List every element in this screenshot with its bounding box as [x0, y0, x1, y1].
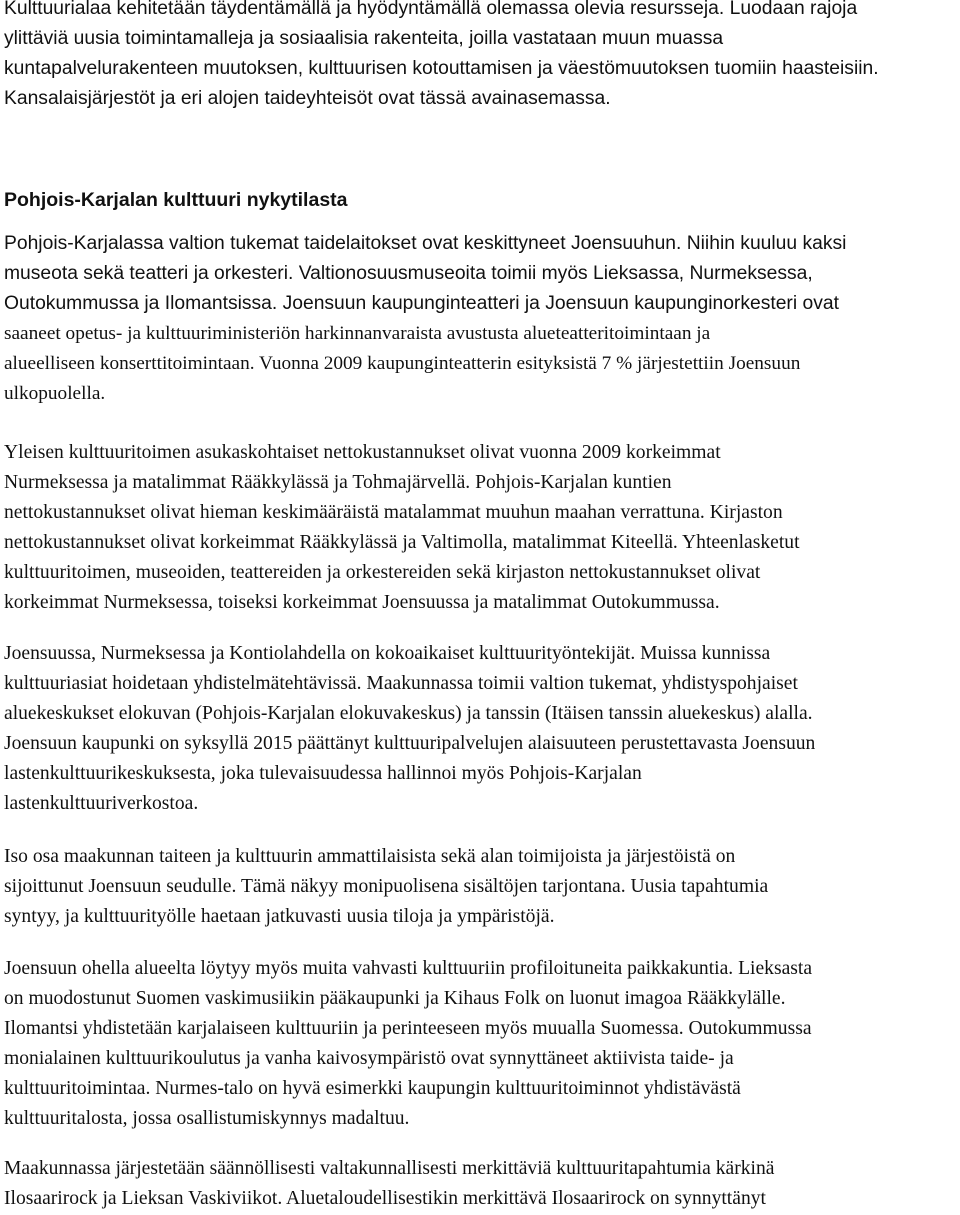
paragraph-line: Joensuun kaupunki on syksyllä 2015 päättänyt kulttuuripalvelujen alaisuuteen perustettavasta Joensuun	[4, 733, 816, 754]
paragraph-line: Yleisen kulttuuritoimen asukaskohtaiset nettokustannukset olivat vuonna 2009 korkeimmat	[4, 442, 721, 463]
paragraph-line: lastenkulttuuriverkostoa.	[4, 793, 199, 814]
paragraph-line: ulkopuolella.	[4, 383, 106, 404]
paragraph-line: kulttuuritoimen, museoiden, teattereiden ja orkestereiden sekä kirjaston nettokustannukset olivat	[4, 562, 761, 583]
paragraph-institutions	[4, 229, 956, 409]
paragraph-line: on muodostunut Suomen vaskimusiikin pääkaupunki ja Kihaus Folk on luonut imagoa Rääkkylälle.	[4, 988, 786, 1009]
paragraph-line: kulttuuritalosta, jossa osallistumiskynnys madaltuu.	[4, 1108, 410, 1129]
paragraph-professionals	[4, 842, 956, 932]
paragraph-line: nettokustannukset olivat hieman keskimääräistä matalammat muuhun maahan verrattuna. Kirjaston	[4, 502, 783, 523]
paragraph-costs	[4, 438, 956, 618]
paragraph-line: korkeimmat Nurmeksessa, toiseksi korkeimmat Joensuussa ja matalimmat Outokummussa.	[4, 592, 720, 613]
paragraph-line: kulttuuritoimintaa. Nurmes-talo on hyvä esimerkki kaupungin kulttuuritoiminnot yhdistävästä	[4, 1078, 741, 1099]
section-heading: Pohjois-Karjalan kulttuuri nykytilasta	[4, 189, 348, 211]
paragraph-line: Ilosaarirock ja Lieksan Vaskiviikot. Aluetaloudellisestikin merkittävä Ilosaarirock on synnyttänyt	[4, 1188, 766, 1209]
paragraph-line: lastenkulttuurikeskuksesta, joka tulevaisuudessa hallinnoi myös Pohjois-Karjalan	[4, 763, 642, 784]
paragraph-line: Maakunnassa järjestetään säännöllisesti valtakunnallisesti merkittäviä kulttuuritapahtumia kärkinä	[4, 1158, 775, 1179]
paragraph-line: Pohjois-Karjalassa valtion tukemat taidelaitokset ovat keskittyneet Joensuuhun. Niihin kuuluu kaksi	[4, 233, 847, 254]
paragraph-line: syntyy, ja kulttuurityölle haetaan jatkuvasti uusia tiloja ja ympäristöjä.	[4, 906, 555, 927]
paragraph-line: aluekeskukset elokuvan (Pohjois-Karjalan elokuvakeskus) ja tanssin (Itäisen tanssin aluekeskus) alalla.	[4, 703, 813, 724]
paragraph-line: museota sekä teatteri ja orkesteri. Valtionosuusmuseoita toimii myös Lieksassa, Nurmeksessa,	[4, 263, 813, 284]
paragraph-line: Joensuussa, Nurmeksessa ja Kontiolahdella on kokoaikaiset kulttuurityöntekijät. Muissa kunnissa	[4, 643, 771, 664]
paragraph-line: Ilomantsi yhdistetään karjalaiseen kulttuuriin ja perinteeseen myös muualla Suomessa. Outokummussa	[4, 1018, 812, 1039]
paragraph-events	[4, 1154, 956, 1214]
paragraph-line: monialainen kulttuurikoulutus ja vanha kaivosympäristö ovat synnyttäneet aktiivista taide- ja	[4, 1048, 734, 1069]
intro-line: Kulttuurialaa kehitetään täydentämällä ja hyödyntämällä olemassa olevia resursseja. Luodaan rajoja	[4, 0, 858, 19]
paragraph-line: Outokummussa ja Ilomantsissa. Joensuun kaupunginteatteri ja Joensuun kaupunginorkesteri ovat	[4, 293, 839, 314]
paragraph-workers	[4, 639, 956, 819]
intro-line: ylittäviä uusia toimintamalleja ja sosiaalisia rakenteita, joilla vastataan muun muassa	[4, 28, 724, 49]
paragraph-line: sijoittunut Joensuun seudulle. Tämä näkyy monipuolisena sisältöjen tarjontana. Uusia tapahtumia	[4, 876, 769, 897]
paragraph-line: nettokustannukset olivat korkeimmat Rääkkylässä ja Valtimolla, matalimmat Kiteellä. Yhteenlasketut	[4, 532, 800, 553]
intro-line: Kansalaisjärjestöt ja eri alojen taideyhteisöt ovat tässä avainasemassa.	[4, 88, 611, 109]
paragraph-line: kulttuuriasiat hoidetaan yhdistelmätehtävissä. Maakunnassa toimii valtion tukemat, yhdistyspohjaiset	[4, 673, 798, 694]
paragraph-line: saaneet opetus- ja kulttuuriministeriön harkinnanvaraista avustusta alueteatteritoimintaan ja	[4, 323, 711, 344]
paragraph-line: Nurmeksessa ja matalimmat Rääkkylässä ja Tohmajärvellä. Pohjois-Karjalan kuntien	[4, 472, 672, 493]
paragraph-localities	[4, 954, 956, 1134]
paragraph-line: Iso osa maakunnan taiteen ja kulttuurin ammattilaisista sekä alan toimijoista ja järjestöistä on	[4, 846, 736, 867]
paragraph-line: Joensuun ohella alueelta löytyy myös muita vahvasti kulttuuriin profiloituneita paikkakuntia. Lieksasta	[4, 958, 813, 979]
intro-line: kuntapalvelurakenteen muutoksen, kulttuurisen kotouttamisen ja väestömuutoksen tuomiin haasteisiin.	[4, 58, 879, 79]
paragraph-line: alueelliseen konserttitoimintaan. Vuonna 2009 kaupunginteatterin esityksistä 7 % järjestettiin Joensuun	[4, 353, 801, 374]
intro-paragraph	[4, 0, 956, 114]
